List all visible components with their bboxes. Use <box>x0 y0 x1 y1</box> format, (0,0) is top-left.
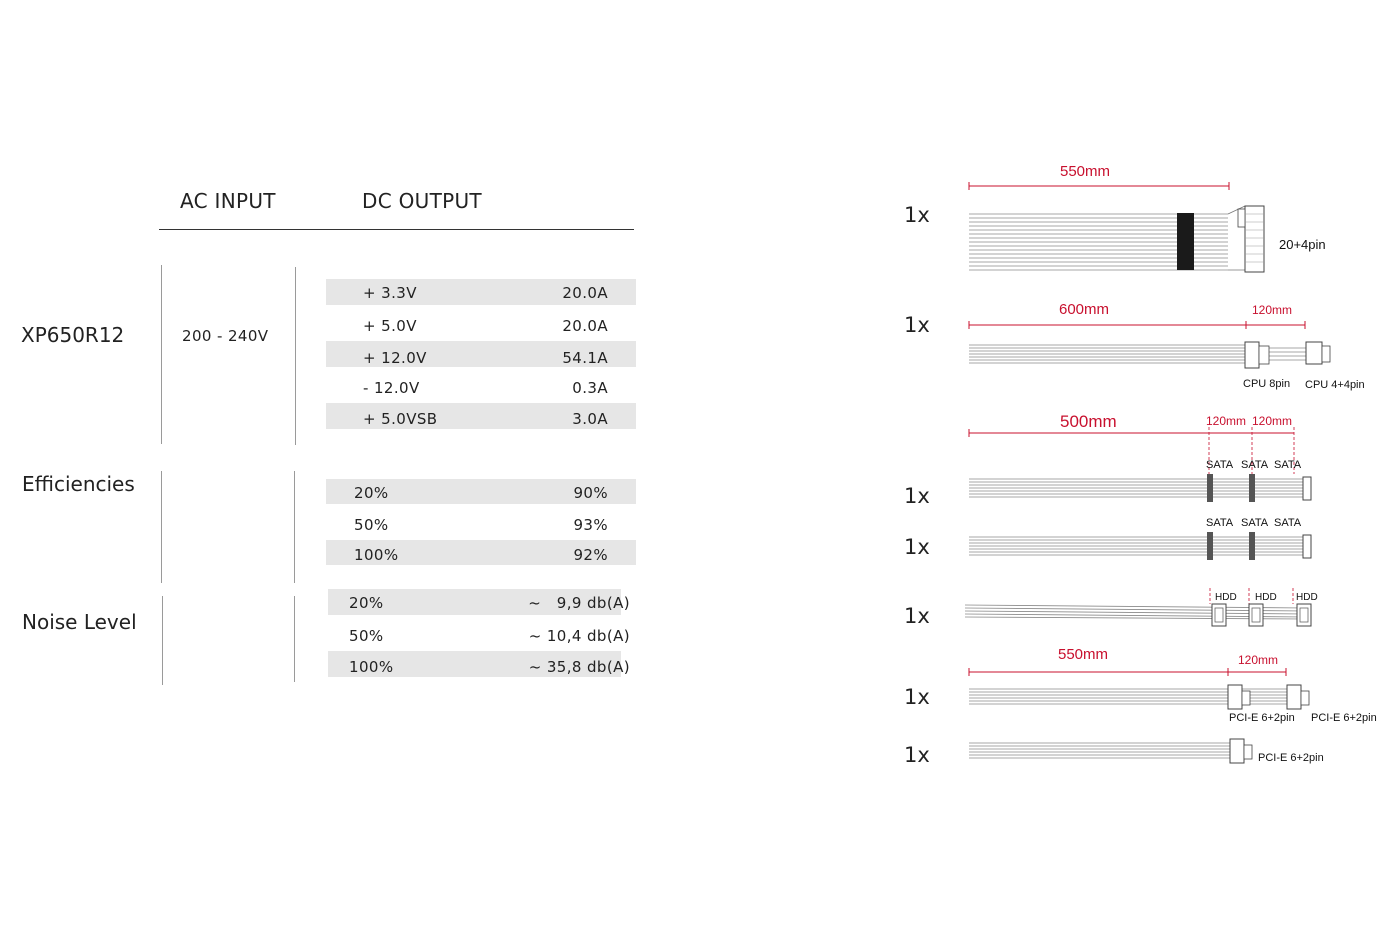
length-label: 550mm <box>1058 646 1109 663</box>
connector-label: 20+4pin <box>1279 237 1326 252</box>
dc-current: 54.1A <box>562 349 608 367</box>
efficiency-label: Efficiencies <box>22 472 135 496</box>
connector-label: SATA <box>1274 459 1302 471</box>
connector <box>1303 477 1311 500</box>
cable-sleeve <box>1177 213 1194 270</box>
connector <box>1207 474 1213 502</box>
connector-label: HDD <box>1255 592 1277 603</box>
noise-load: 100% <box>349 658 394 676</box>
connector-label: CPU 4+4pin <box>1305 379 1365 391</box>
efficiency-value: 92% <box>573 546 608 564</box>
dc-current: 20.0A <box>562 284 608 302</box>
length-label: 120mm <box>1252 303 1293 317</box>
connector <box>1249 474 1255 502</box>
model-name: XP650R12 <box>21 323 125 347</box>
noise-value: ~ 9,9 db(A) <box>528 594 630 612</box>
connector-label: PCI-E 6+2pin <box>1311 712 1377 724</box>
connector <box>1212 604 1226 626</box>
noise-label: Noise Level <box>22 610 137 634</box>
length-label: 600mm <box>1059 301 1110 318</box>
connector <box>1297 604 1311 626</box>
cable-quantity: 1x <box>904 203 930 227</box>
connector-label: HDD <box>1296 592 1318 603</box>
cable-sata <box>969 412 1311 502</box>
noise-value: ~ 10,4 db(A) <box>528 627 630 645</box>
cable-pcie-dual <box>969 646 1377 724</box>
efficiency-load: 50% <box>354 516 389 534</box>
ac-range: 200 - 240V <box>182 327 269 345</box>
noise-load: 50% <box>349 627 384 645</box>
cable-quantity: 1x <box>904 535 930 559</box>
length-label: 120mm <box>1238 653 1279 667</box>
connector <box>1230 739 1244 763</box>
cable-quantity: 1x <box>904 604 930 628</box>
dc-current: 0.3A <box>572 379 608 397</box>
length-label: 500mm <box>1060 412 1117 431</box>
cable-atx-24pin <box>969 163 1326 272</box>
cable-hdd <box>965 588 1318 626</box>
dc-current: 20.0A <box>562 317 608 335</box>
efficiency-load: 20% <box>354 484 389 502</box>
cable-quantity: 1x <box>904 484 930 508</box>
cable-quantity: 1x <box>904 313 930 337</box>
connector <box>1249 532 1255 560</box>
connector-label: PCI-E 6+2pin <box>1258 752 1324 764</box>
connector <box>1228 685 1242 709</box>
efficiency-load: 100% <box>354 546 399 564</box>
connector-label: SATA <box>1241 459 1269 471</box>
connector-label: SATA <box>1206 517 1234 529</box>
noise-load: 20% <box>349 594 384 612</box>
connector-label: HDD <box>1215 592 1237 603</box>
connector-label: SATA <box>1241 517 1269 529</box>
cable-quantity: 1x <box>904 743 930 767</box>
connector <box>1306 342 1322 364</box>
dc-rail: - 12.0V <box>363 379 420 397</box>
dc-current: 3.0A <box>572 410 608 428</box>
connector <box>1245 342 1259 368</box>
connector <box>1249 604 1263 626</box>
length-label: 120mm <box>1206 414 1247 428</box>
cable-quantity: 1x <box>904 685 930 709</box>
dc-rail: + 5.0V <box>363 317 417 335</box>
efficiency-value: 93% <box>573 516 608 534</box>
connector-label: PCI-E 6+2pin <box>1229 712 1295 724</box>
connector-label: SATA <box>1206 459 1234 471</box>
length-label: 550mm <box>1060 163 1111 180</box>
connector <box>1207 532 1213 560</box>
connector-label: CPU 8pin <box>1243 378 1291 390</box>
connector-label: SATA <box>1274 517 1302 529</box>
cable-pcie-single <box>969 739 1324 764</box>
dc-rail: + 5.0VSB <box>363 410 438 428</box>
cable-cpu <box>969 301 1365 391</box>
dc-rail: + 3.3V <box>363 284 417 302</box>
dc-rail: + 12.0V <box>363 349 427 367</box>
ac-input-header: AC INPUT <box>180 189 276 213</box>
cable-sata <box>969 517 1311 560</box>
efficiency-value: 90% <box>573 484 608 502</box>
noise-value: ~ 35,8 db(A) <box>528 658 630 676</box>
connector <box>1303 535 1311 558</box>
length-label: 120mm <box>1252 414 1293 428</box>
dc-output-header: DC OUTPUT <box>362 189 482 213</box>
connector <box>1287 685 1301 709</box>
